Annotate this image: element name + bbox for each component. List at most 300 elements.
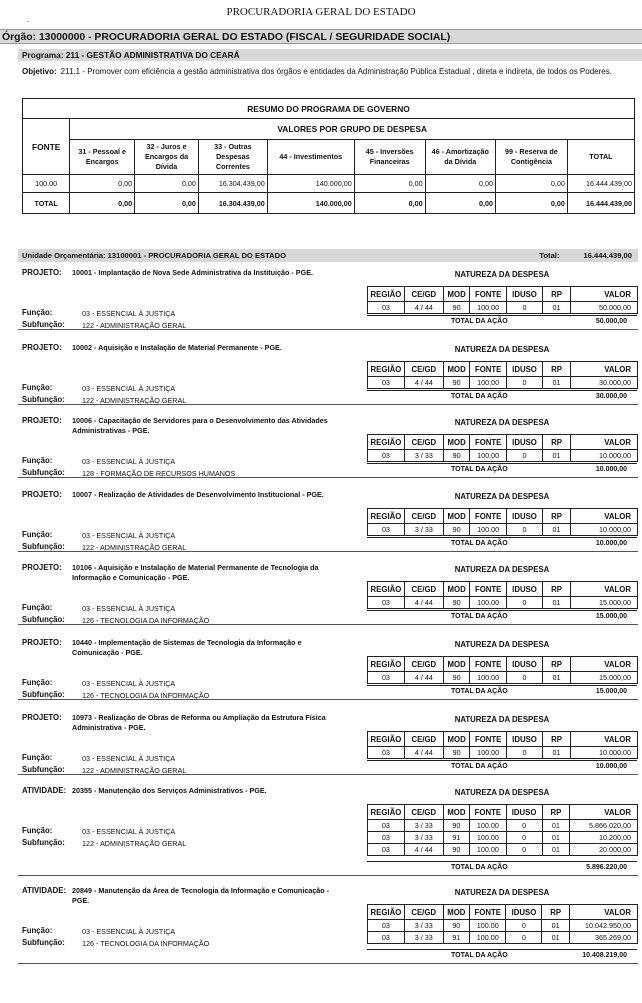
natureza-col-header: FONTE <box>470 362 506 377</box>
natureza-row <box>368 597 638 609</box>
natureza-cell: 3 / 33 <box>404 450 443 462</box>
natureza-cell: 3 / 33 <box>404 524 443 536</box>
subfuncao-value: 122 - ADMINISTRAÇÃO GERAL <box>82 839 187 848</box>
projeto-type: PROJETO: <box>22 638 62 647</box>
total-acao-value: 5.896.220,00 <box>586 864 627 871</box>
natureza-row <box>368 302 638 314</box>
value-cell: 0,00 <box>354 175 425 193</box>
natureza-cell: 03 <box>368 672 405 684</box>
natureza-cell: 50.000,00 <box>570 302 637 314</box>
value-cell: 0,00 <box>70 175 135 193</box>
total-acao <box>367 949 637 961</box>
unidade-label: Unidade Orçamentária: 13100001 - PROCURADORIA GERAL DO ESTADO <box>22 251 287 260</box>
natureza-title: NATUREZA DA DESPESA <box>454 888 550 897</box>
natureza-col-header: IDUSO <box>506 905 542 920</box>
total-acao-value: 10.000,00 <box>595 466 627 473</box>
natureza-col-header: IDUSO <box>506 435 542 450</box>
natureza-col-header: VALOR <box>570 362 637 377</box>
natureza-col-header: FONTE <box>470 905 506 920</box>
natureza-cell: 90 <box>443 844 470 856</box>
natureza-row <box>368 377 638 389</box>
natureza-cell: 100.00 <box>470 450 506 462</box>
subfuncao-value: 126 - TECNOLOGIA DA INFORMAÇÃO <box>82 616 210 625</box>
col-header: 33 - Outras Despesas Correntes <box>198 140 267 175</box>
value-cell: 16.304.439,00 <box>198 193 267 214</box>
funcao-label: Função: <box>22 456 53 465</box>
natureza-table <box>367 904 638 944</box>
natureza-cell: 90 <box>443 672 470 684</box>
projeto-separator <box>18 477 638 478</box>
total-acao <box>367 685 637 697</box>
natureza-cell: 90 <box>443 820 470 832</box>
natureza-col-header: MOD <box>443 509 470 524</box>
funcao-label: Função: <box>22 603 53 612</box>
natureza-cell: 03 <box>368 302 405 314</box>
natureza-table <box>367 508 638 536</box>
document-header: PROCURADORIA GERAL DO ESTADO <box>226 6 416 18</box>
projeto-title: 20849 - Manutenção da Área de Tecnologia da Informação e Comunicação - PGE. <box>72 886 330 905</box>
projeto-separator <box>18 699 638 700</box>
resumo-table <box>22 98 635 214</box>
natureza-table <box>367 731 638 759</box>
natureza-col-header: RP <box>543 509 571 524</box>
subfuncao-value: 126 - TECNOLOGIA DA INFORMAÇÃO <box>82 939 210 948</box>
natureza-cell: 03 <box>368 832 405 844</box>
natureza-row <box>368 450 638 462</box>
natureza-cell: 10.000,00 <box>570 450 637 462</box>
objetivo-text: 211.1 - Promover com eficiência a gestão administrativa dos órgãos e entidades da Administração Pública Estadual , direta e indireta, de todos os Poderes. <box>60 67 612 76</box>
subfuncao-label: Subfunção: <box>22 395 65 404</box>
total-acao-value: 10.000,00 <box>595 763 627 770</box>
natureza-row <box>368 932 638 944</box>
natureza-cell: 01 <box>542 920 569 932</box>
subfuncao-label: Subfunção: <box>22 468 65 477</box>
programa-band: Programa: 211 - GESTÃO ADMINISTRATIVA DO CEARÁ <box>18 49 642 61</box>
natureza-col-header: MOD <box>443 905 470 920</box>
natureza-cell: 100.00 <box>470 302 506 314</box>
natureza-row <box>368 920 638 932</box>
value-cell: 0,00 <box>135 193 199 214</box>
natureza-col-header: REGIÃO <box>368 805 405 820</box>
natureza-cell: 100.00 <box>470 932 506 944</box>
total-acao-label: TOTAL DA AÇÃO <box>451 466 508 473</box>
natureza-cell: 0 <box>506 302 542 314</box>
col-header: 44 - Investimentos <box>267 140 354 175</box>
natureza-cell: 100.00 <box>470 747 506 759</box>
natureza-cell: 100.00 <box>470 844 506 856</box>
natureza-col-header: RP <box>543 732 571 747</box>
total-acao <box>367 861 637 873</box>
natureza-cell: 100.00 <box>470 920 506 932</box>
natureza-col-header: IDUSO <box>506 657 542 672</box>
natureza-col-header: IDUSO <box>506 509 542 524</box>
natureza-col-header: VALOR <box>570 657 637 672</box>
funcao-label: Função: <box>22 383 53 392</box>
projeto-type: PROJETO: <box>22 490 62 499</box>
natureza-cell: 01 <box>543 747 571 759</box>
projeto-title: 10001 - Implantação de Nova Sede Administrativa da Instituição - PGE. <box>72 268 313 277</box>
funcao-label: Função: <box>22 308 53 317</box>
natureza-col-header: VALOR <box>570 732 637 747</box>
natureza-cell: 01 <box>542 932 569 944</box>
natureza-cell: 91 <box>443 832 470 844</box>
natureza-col-header: RP <box>542 905 569 920</box>
natureza-col-header: IDUSO <box>506 732 542 747</box>
natureza-row <box>368 832 638 844</box>
funcao-label: Função: <box>22 926 53 935</box>
natureza-cell: 0 <box>506 597 542 609</box>
natureza-cell: 01 <box>543 524 571 536</box>
natureza-cell: 100.00 <box>470 597 506 609</box>
subfuncao-label: Subfunção: <box>22 542 65 551</box>
projeto-type: ATIVIDADE: <box>22 886 67 895</box>
natureza-col-header: CE/GD <box>404 657 443 672</box>
natureza-col-header: RP <box>543 435 571 450</box>
value-cell: 140.000,00 <box>267 175 354 193</box>
total-acao-value: 10.408.219,00 <box>582 952 627 959</box>
total-acao-value: 10.000,00 <box>595 540 627 547</box>
natureza-title: NATUREZA DA DESPESA <box>454 640 550 649</box>
natureza-cell: 4 / 44 <box>404 597 443 609</box>
natureza-cell: 03 <box>368 524 405 536</box>
projeto-separator <box>18 551 638 552</box>
natureza-col-header: RP <box>543 287 571 302</box>
natureza-cell: 0 <box>506 450 542 462</box>
natureza-cell: 90 <box>443 920 470 932</box>
natureza-row <box>368 820 638 832</box>
natureza-cell: 0 <box>506 832 542 844</box>
subfuncao-label: Subfunção: <box>22 320 65 329</box>
natureza-cell: 01 <box>543 597 571 609</box>
natureza-cell: 03 <box>368 820 405 832</box>
natureza-col-header: CE/GD <box>404 732 443 747</box>
natureza-title: NATUREZA DA DESPESA <box>454 270 550 279</box>
natureza-col-header: FONTE <box>470 805 506 820</box>
value-cell: 140.000,00 <box>267 193 354 214</box>
natureza-cell: 30.000,00 <box>570 377 637 389</box>
natureza-cell: 0 <box>506 844 542 856</box>
total-acao-label: TOTAL DA AÇÃO <box>451 613 508 620</box>
natureza-cell: 01 <box>543 377 571 389</box>
value-cell: 0,00 <box>495 193 567 214</box>
total-acao <box>367 463 637 475</box>
funcao-value: 03 - ESSENCIAL À JUSTIÇA <box>82 754 176 763</box>
natureza-col-header: MOD <box>443 732 470 747</box>
natureza-col-header: MOD <box>443 287 470 302</box>
projeto-separator <box>18 329 638 330</box>
natureza-col-header: FONTE <box>470 657 506 672</box>
natureza-cell: 01 <box>542 844 569 856</box>
projeto-separator <box>18 875 638 876</box>
col-header: 31 - Pessoal e Encargos <box>70 140 135 175</box>
natureza-cell: 90 <box>443 597 470 609</box>
value-cell: 0,00 <box>354 193 425 214</box>
natureza-col-header: CE/GD <box>404 509 443 524</box>
subfuncao-label: Subfunção: <box>22 938 65 947</box>
natureza-cell: 90 <box>443 747 470 759</box>
natureza-cell: 91 <box>443 932 470 944</box>
total-acao-label: TOTAL DA AÇÃO <box>451 952 508 959</box>
natureza-col-header: FONTE <box>470 582 506 597</box>
natureza-col-header: REGIÃO <box>368 732 405 747</box>
total-acao <box>367 760 637 772</box>
natureza-cell: 03 <box>368 450 405 462</box>
natureza-table <box>367 434 638 462</box>
natureza-col-header: MOD <box>443 362 470 377</box>
natureza-title: NATUREZA DA DESPESA <box>454 492 550 501</box>
total-acao-value: 30.000,00 <box>595 393 627 400</box>
subfuncao-value: 122 - ADMINISTRAÇÃO GERAL <box>82 766 187 775</box>
natureza-cell: 3 / 33 <box>404 832 443 844</box>
subfuncao-label: Subfunção: <box>22 765 65 774</box>
natureza-title: NATUREZA DA DESPESA <box>454 565 550 574</box>
unidade-total-label: Total: <box>539 251 560 260</box>
total-acao-label: TOTAL DA AÇÃO <box>451 393 508 400</box>
natureza-cell: 4 / 44 <box>404 377 443 389</box>
natureza-col-header: MOD <box>443 582 470 597</box>
subfuncao-value: 128 - FORMAÇÃO DE RECURSOS HUMANOS <box>82 469 236 478</box>
natureza-col-header: REGIÃO <box>368 509 405 524</box>
total-acao-label: TOTAL DA AÇÃO <box>451 540 508 547</box>
natureza-cell: 01 <box>543 450 571 462</box>
natureza-col-header: REGIÃO <box>368 435 405 450</box>
natureza-cell: 20.000,00 <box>570 844 638 856</box>
natureza-col-header: MOD <box>443 435 470 450</box>
fonte-cell: 100.00 <box>23 175 70 193</box>
subfuncao-label: Subfunção: <box>22 615 65 624</box>
natureza-table <box>367 361 638 389</box>
resumo-row <box>23 175 635 193</box>
natureza-cell: 3 / 33 <box>404 920 443 932</box>
natureza-col-header: CE/GD <box>404 362 443 377</box>
projeto-separator <box>18 963 638 964</box>
projeto-title: 10006 - Capacitação de Servidores para o Desenvolvimento das Atividades Administrativas - PGE. <box>72 416 328 435</box>
funcao-label: Função: <box>22 826 53 835</box>
natureza-cell: 0 <box>506 747 542 759</box>
natureza-col-header: VALOR <box>569 905 637 920</box>
natureza-col-header: IDUSO <box>506 582 542 597</box>
value-cell: 16.444.439,00 <box>567 175 634 193</box>
value-cell: 0,00 <box>495 175 567 193</box>
header-dash: - <box>27 19 29 25</box>
natureza-cell: 5.866.020,00 <box>570 820 638 832</box>
resumo-total-row <box>23 193 635 214</box>
projeto-type: PROJETO: <box>22 268 62 277</box>
projeto-title: 10440 - Implementação de Sistemas de Tecnologia da Informação e Comunicação - PGE. <box>72 638 302 657</box>
subfuncao-label: Subfunção: <box>22 838 65 847</box>
funcao-value: 03 - ESSENCIAL À JUSTIÇA <box>82 309 176 318</box>
natureza-col-header: RP <box>543 582 571 597</box>
projeto-separator <box>18 624 638 625</box>
natureza-col-header: REGIÃO <box>368 905 405 920</box>
natureza-cell: 15.000,00 <box>570 672 637 684</box>
total-acao-label: TOTAL DA AÇÃO <box>451 318 508 325</box>
natureza-cell: 03 <box>368 377 405 389</box>
natureza-cell: 0 <box>506 820 542 832</box>
funcao-label: Função: <box>22 753 53 762</box>
natureza-col-header: IDUSO <box>506 287 542 302</box>
natureza-col-header: CE/GD <box>404 287 443 302</box>
value-cell: 0,00 <box>135 175 199 193</box>
natureza-col-header: FONTE <box>470 732 506 747</box>
funcao-value: 03 - ESSENCIAL À JUSTIÇA <box>82 531 176 540</box>
total-acao-label: TOTAL DA AÇÃO <box>451 688 508 695</box>
projeto-title: 10973 - Realização de Obras de Reforma ou Ampliação da Estrutura Física Administrativa - PGE. <box>72 713 326 732</box>
projeto-type: ATIVIDADE: <box>22 786 67 795</box>
natureza-cell: 0 <box>506 524 542 536</box>
natureza-cell: 100.00 <box>470 377 506 389</box>
natureza-row <box>368 672 638 684</box>
natureza-col-header: RP <box>543 362 571 377</box>
natureza-cell: 100.00 <box>470 672 506 684</box>
natureza-title: NATUREZA DA DESPESA <box>454 345 550 354</box>
natureza-cell: 3 / 33 <box>404 820 443 832</box>
projeto-type: PROJETO: <box>22 416 62 425</box>
natureza-col-header: REGIÃO <box>368 362 405 377</box>
orgao-band: Órgão: 13000000 - PROCURADORIA GERAL DO ESTADO (FISCAL / SEGURIDADE SOCIAL) <box>0 29 642 44</box>
col-header: 46 - Amortização da Dívida <box>425 140 495 175</box>
natureza-cell: 03 <box>368 920 405 932</box>
subfuncao-value: 122 - ADMINISTRAÇÃO GERAL <box>82 321 187 330</box>
natureza-col-header: RP <box>542 805 569 820</box>
projeto-title: 10007 - Realização de Atividades de Desenvolvimento Institucional - PGE. <box>72 490 324 499</box>
natureza-col-header: FONTE <box>470 287 506 302</box>
projeto-separator <box>18 404 638 405</box>
value-cell: 0,00 <box>425 175 495 193</box>
natureza-table <box>367 286 638 314</box>
natureza-col-header: VALOR <box>570 805 638 820</box>
objetivo-label: Objetivo: <box>22 67 57 76</box>
value-cell: 0,00 <box>70 193 135 214</box>
natureza-cell: 365.269,00 <box>569 932 637 944</box>
natureza-col-header: CE/GD <box>404 905 443 920</box>
subfuncao-value: 126 - TECNOLOGIA DA INFORMAÇÃO <box>82 691 210 700</box>
resumo-subtitle: VALORES POR GRUPO DE DESPESA <box>70 119 635 140</box>
natureza-cell: 4 / 44 <box>404 844 443 856</box>
total-acao-label: TOTAL DA AÇÃO <box>451 864 508 871</box>
natureza-table <box>367 804 638 856</box>
funcao-label: Função: <box>22 678 53 687</box>
natureza-col-header: IDUSO <box>506 805 542 820</box>
total-acao-label: TOTAL DA AÇÃO <box>451 763 508 770</box>
natureza-cell: 100.00 <box>470 524 506 536</box>
fonte-header: FONTE <box>23 119 70 175</box>
natureza-table <box>367 656 638 684</box>
natureza-cell: 0 <box>506 672 542 684</box>
projeto-title: 10106 - Aquisição e Instalação de Material Permanente de Tecnologia da Informação e Comunicação - PGE. <box>72 563 319 582</box>
natureza-col-header: VALOR <box>570 582 637 597</box>
natureza-cell: 01 <box>542 820 569 832</box>
funcao-label: Função: <box>22 530 53 539</box>
unidade-band <box>18 249 638 262</box>
total-acao <box>367 610 637 622</box>
projeto-title: 10002 - Aquisição e Instalação de Material Permanente - PGE. <box>72 343 282 352</box>
natureza-cell: 01 <box>543 672 571 684</box>
natureza-cell: 10.200,00 <box>570 832 638 844</box>
projeto-separator <box>18 774 638 775</box>
natureza-row <box>368 844 638 856</box>
natureza-cell: 90 <box>443 302 470 314</box>
total-acao <box>367 390 637 402</box>
total-acao <box>367 537 637 549</box>
fonte-cell: TOTAL <box>23 193 70 214</box>
subfuncao-value: 122 - ADMINISTRAÇÃO GERAL <box>82 396 187 405</box>
col-header: TOTAL <box>567 140 634 175</box>
col-header: 99 - Reserva de Contigência <box>495 140 567 175</box>
natureza-col-header: REGIÃO <box>368 287 405 302</box>
unidade-total <box>539 249 632 262</box>
natureza-table <box>367 581 638 609</box>
total-acao-value: 15.000,00 <box>595 688 627 695</box>
natureza-col-header: REGIÃO <box>368 582 405 597</box>
natureza-title: NATUREZA DA DESPESA <box>454 418 550 427</box>
value-cell: 0,00 <box>425 193 495 214</box>
natureza-cell: 4 / 44 <box>404 672 443 684</box>
natureza-cell: 3 / 33 <box>404 932 443 944</box>
resumo-title: RESUMO DO PROGRAMA DE GOVERNO <box>23 99 635 119</box>
natureza-cell: 03 <box>368 844 405 856</box>
funcao-value: 03 - ESSENCIAL À JUSTIÇA <box>82 384 176 393</box>
natureza-col-header: CE/GD <box>404 435 443 450</box>
natureza-col-header: VALOR <box>570 509 637 524</box>
natureza-col-header: CE/GD <box>404 805 443 820</box>
funcao-value: 03 - ESSENCIAL À JUSTIÇA <box>82 679 176 688</box>
natureza-title: NATUREZA DA DESPESA <box>454 788 550 797</box>
natureza-title: NATUREZA DA DESPESA <box>454 715 550 724</box>
subfuncao-value: 122 - ADMINISTRAÇÃO GERAL <box>82 543 187 552</box>
natureza-cell: 90 <box>443 524 470 536</box>
natureza-cell: 10.000,00 <box>570 747 637 759</box>
funcao-value: 03 - ESSENCIAL À JUSTIÇA <box>82 604 176 613</box>
natureza-col-header: MOD <box>443 805 470 820</box>
funcao-value: 03 - ESSENCIAL À JUSTIÇA <box>82 927 176 936</box>
col-header: 45 - Inversões Financeiras <box>354 140 425 175</box>
natureza-cell: 03 <box>368 932 405 944</box>
natureza-cell: 15.000,00 <box>570 597 637 609</box>
natureza-col-header: RP <box>543 657 571 672</box>
natureza-col-header: FONTE <box>470 509 506 524</box>
natureza-cell: 100.00 <box>470 820 506 832</box>
value-cell: 16.444.439,00 <box>567 193 634 214</box>
natureza-cell: 01 <box>543 302 571 314</box>
value-cell: 16.304.439,00 <box>198 175 267 193</box>
natureza-cell: 10.000,00 <box>570 524 637 536</box>
projeto-type: PROJETO: <box>22 563 62 572</box>
natureza-col-header: VALOR <box>570 287 637 302</box>
funcao-value: 03 - ESSENCIAL À JUSTIÇA <box>82 827 176 836</box>
natureza-row <box>368 524 638 536</box>
natureza-cell: 10.042.950,00 <box>569 920 637 932</box>
funcao-value: 03 - ESSENCIAL À JUSTIÇA <box>82 457 176 466</box>
subfuncao-label: Subfunção: <box>22 690 65 699</box>
natureza-col-header: REGIÃO <box>368 657 405 672</box>
total-acao <box>367 315 637 327</box>
natureza-col-header: CE/GD <box>404 582 443 597</box>
objetivo <box>22 66 640 77</box>
col-header: 32 - Juros e Encargos da Dívida <box>135 140 199 175</box>
total-acao-value: 50.000,00 <box>595 318 627 325</box>
projeto-title: 20355 - Manutenção dos Serviços Administrativos - PGE. <box>72 786 267 795</box>
natureza-cell: 90 <box>443 377 470 389</box>
projeto-type: PROJETO: <box>22 343 62 352</box>
unidade-total-value: 16.444.439,00 <box>583 251 632 260</box>
natureza-cell: 4 / 44 <box>404 302 443 314</box>
natureza-cell: 0 <box>506 932 542 944</box>
natureza-cell: 90 <box>443 450 470 462</box>
natureza-col-header: MOD <box>443 657 470 672</box>
natureza-cell: 0 <box>506 920 542 932</box>
natureza-cell: 0 <box>506 377 542 389</box>
